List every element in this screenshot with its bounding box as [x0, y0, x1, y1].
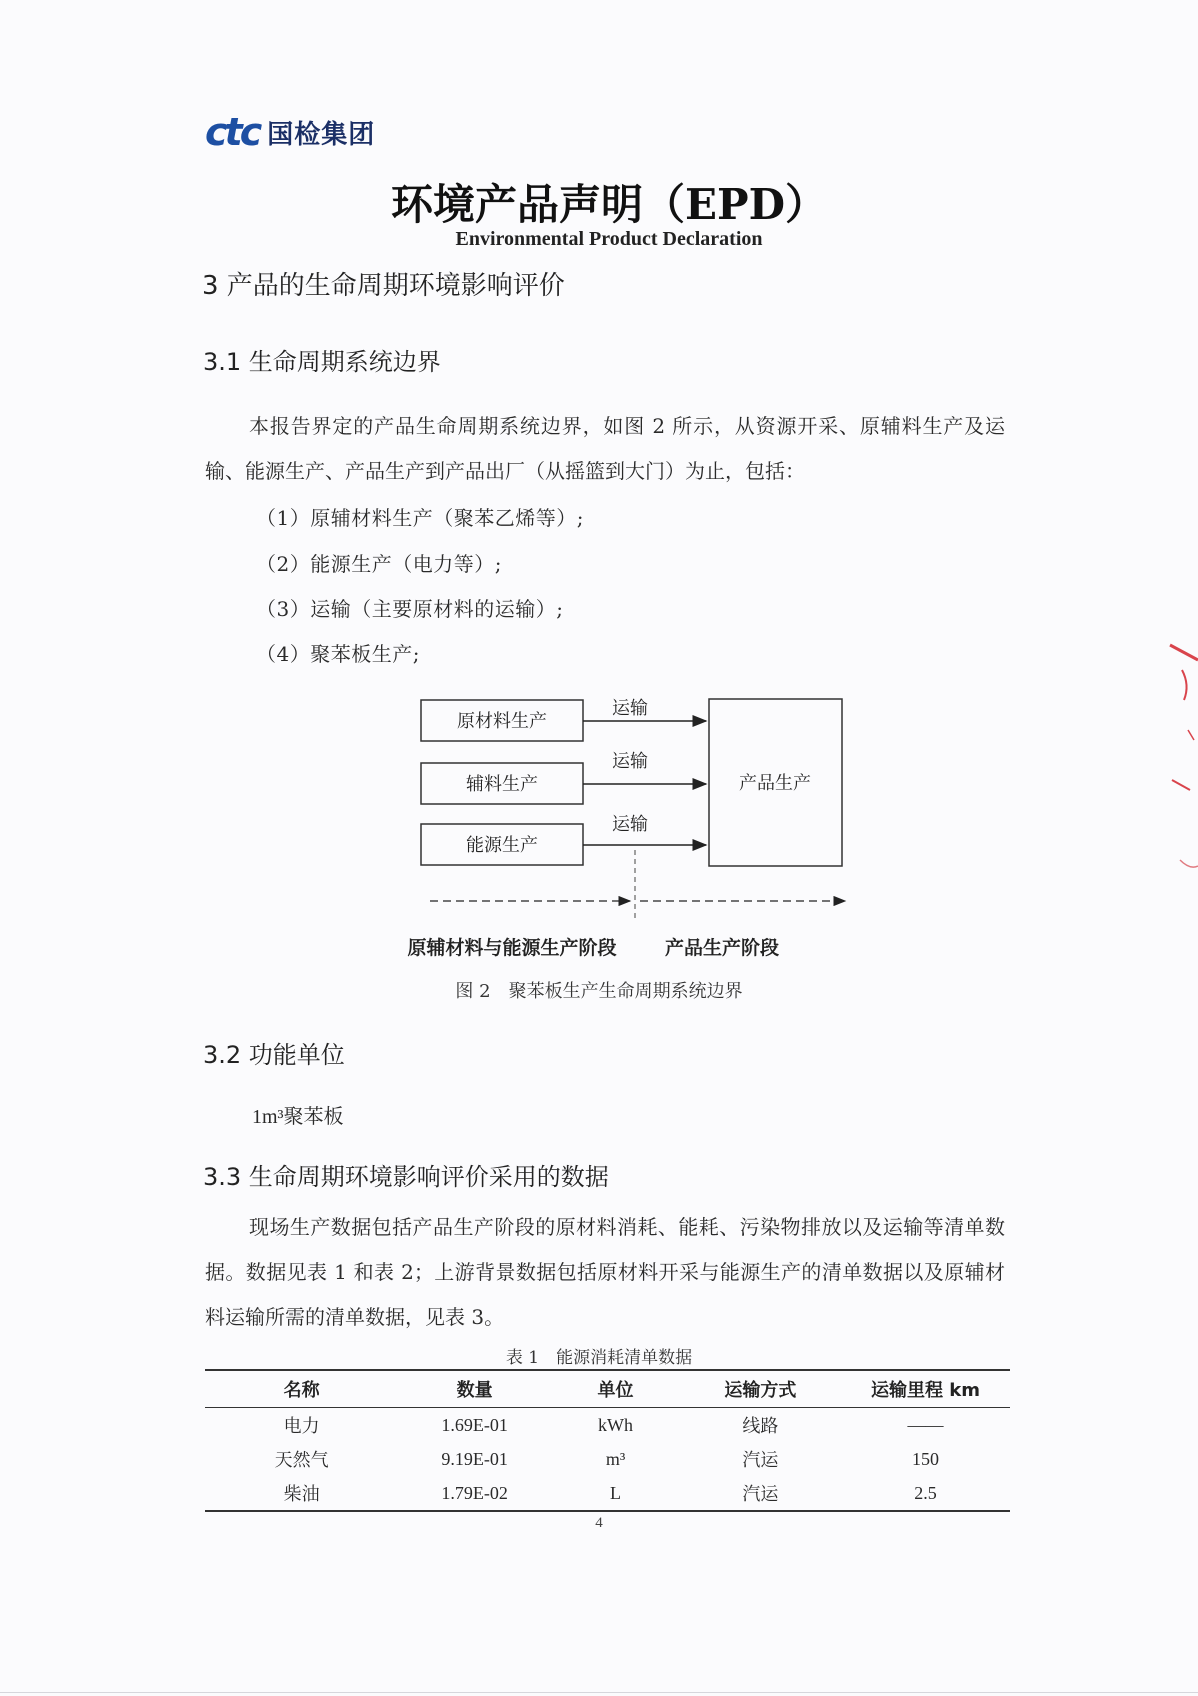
stage-left-label: 原辅材料与能源生产阶段: [407, 937, 617, 959]
table-row: [205, 1476, 1010, 1511]
official-seal-fragment: [1160, 640, 1198, 900]
section-3-3-heading: 3.3 生命周期环境影响评价采用的数据: [203, 1163, 609, 1191]
table-cell: 天然气: [274, 1450, 329, 1470]
column-header: 单位: [551, 1370, 680, 1408]
table-cell: 150: [911, 1448, 939, 1469]
table-cell: m³: [605, 1448, 626, 1469]
table-header-row: [205, 1370, 1010, 1408]
product-production-box-label: 产品生产: [739, 773, 811, 794]
table-cell: 线路: [742, 1416, 779, 1436]
table-cell: 汽运: [742, 1450, 779, 1470]
scan-edge-line: [0, 1692, 1198, 1693]
list-item: （3）运输（主要原材料的运输）;: [256, 597, 564, 621]
column-header: 运输方式: [680, 1370, 841, 1408]
section-3-1-paragraph: [205, 404, 1005, 494]
section-3-1-heading: 3.1 生命周期系统边界: [203, 348, 441, 376]
system-boundary-diagram: [0, 690, 1198, 970]
logo-text: 国检集团: [267, 119, 376, 150]
column-header: 数量: [398, 1370, 551, 1408]
functional-unit: 1m³聚苯板: [252, 1106, 344, 1128]
section-3-heading: 3 产品的生命周期环境影响评价: [202, 271, 565, 301]
list-item: （1）原辅材料生产（聚苯乙烯等）;: [256, 506, 584, 530]
table-cell: ——: [907, 1414, 944, 1435]
document-subtitle: Environmental Product Declaration: [455, 228, 763, 250]
transport-label: 运输: [612, 698, 648, 719]
table-cell: 1.69E-01: [441, 1414, 508, 1435]
table-cell: 汽运: [680, 1476, 841, 1511]
transport-label: 运输: [612, 814, 648, 835]
logo-mark: ctc: [205, 110, 260, 154]
raw-material-box-label: 原材料生产: [457, 711, 547, 732]
table-caption: 表 1 能源消耗清单数据: [505, 1348, 693, 1368]
stage-right-label: 产品生产阶段: [664, 937, 780, 959]
column-header: 运输里程 km: [841, 1370, 1010, 1408]
table-cell: kWh: [598, 1414, 634, 1435]
table-cell: 9.19E-01: [441, 1448, 508, 1469]
table-row: [205, 1442, 1010, 1476]
table-cell: 柴油: [205, 1476, 398, 1511]
list-item: （4）聚苯板生产;: [256, 642, 420, 666]
table-cell: 电力: [283, 1416, 320, 1436]
company-logo: [205, 112, 375, 152]
table-row: [205, 1408, 1010, 1443]
document-title: 环境产品声明（EPD）: [390, 180, 828, 229]
transport-label: 运输: [612, 751, 648, 772]
list-item: （2）能源生产（电力等）;: [256, 552, 502, 576]
table-cell: 1.79E-02: [398, 1476, 551, 1511]
energy-production-box-label: 能源生产: [466, 835, 538, 856]
table-cell: L: [551, 1476, 680, 1511]
section-3-3-paragraph: [205, 1205, 1005, 1340]
page-number: 4: [595, 1515, 603, 1531]
paragraph-text: 本报告界定的产品生命周期系统边界，如图 2 所示，从资源开采、原辅料生产及运输、能源生产、产品生产到产品出厂（从摇篮到大门）为止，包括：: [205, 414, 1005, 483]
figure-caption: 图 2 聚苯板生产生命周期系统边界: [455, 981, 743, 1002]
column-header: 名称: [205, 1370, 398, 1408]
auxiliary-material-box-label: 辅料生产: [466, 774, 538, 795]
section-3-2-heading: 3.2 功能单位: [203, 1041, 345, 1069]
table-cell: 2.5: [841, 1476, 1010, 1511]
energy-consumption-table: [205, 1369, 1010, 1512]
paragraph-text: 现场生产数据包括产品生产阶段的原材料消耗、能耗、污染物排放以及运输等清单数据。数据见表 1 和表 2；上游背景数据包括原材料开采与能源生产的清单数据以及原辅材料运输所需的清单数据，见表 3。: [205, 1215, 1005, 1329]
